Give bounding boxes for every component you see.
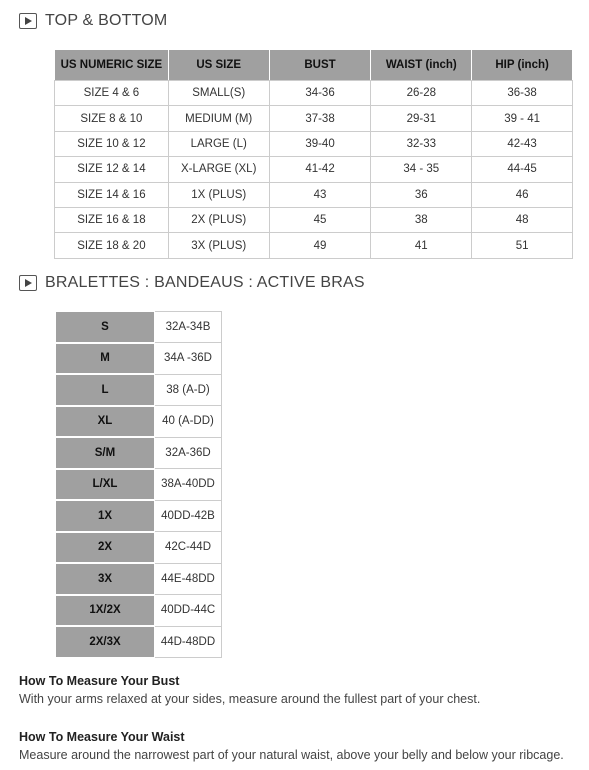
bra-cup-range: 32A-36D bbox=[155, 437, 222, 469]
top-bottom-section-header[interactable] bbox=[19, 10, 167, 32]
column-header-us-numeric-size: US NUMERIC SIZE bbox=[55, 50, 169, 81]
table-header-row bbox=[55, 50, 573, 81]
bra-size-label: L bbox=[56, 374, 155, 406]
table-cell: 41 bbox=[371, 233, 472, 258]
column-header-waist: WAIST (inch) bbox=[371, 50, 472, 81]
table-cell: 46 bbox=[472, 182, 573, 207]
table-cell: SIZE 12 & 14 bbox=[55, 157, 169, 182]
table-cell: 39-40 bbox=[269, 131, 371, 156]
table-cell: 43 bbox=[269, 182, 371, 207]
table-row bbox=[56, 437, 222, 469]
table-cell: 3X (PLUS) bbox=[168, 233, 269, 258]
table-row bbox=[56, 500, 222, 532]
column-header-hip: HIP (inch) bbox=[472, 50, 573, 81]
play-triangle-icon[interactable] bbox=[19, 275, 37, 291]
bralettes-section-header[interactable] bbox=[19, 272, 365, 294]
bra-cup-range: 40DD-42B bbox=[155, 500, 222, 532]
bra-cup-range: 40DD-44C bbox=[155, 595, 222, 627]
table-cell: SIZE 10 & 12 bbox=[55, 131, 169, 156]
bralette-size-table bbox=[55, 311, 222, 659]
bra-cup-range: 38A-40DD bbox=[155, 469, 222, 501]
table-row bbox=[56, 374, 222, 406]
table-cell: 29-31 bbox=[371, 106, 472, 131]
table-cell: SIZE 14 & 16 bbox=[55, 182, 169, 207]
bra-size-label: S/M bbox=[56, 437, 155, 469]
play-triangle-icon[interactable] bbox=[19, 13, 37, 29]
bra-cup-range: 44E-48DD bbox=[155, 563, 222, 595]
table-row bbox=[55, 81, 573, 106]
table-cell: SIZE 18 & 20 bbox=[55, 233, 169, 258]
bra-cup-range: 40 (A-DD) bbox=[155, 406, 222, 438]
table-row bbox=[55, 233, 573, 258]
bra-cup-range: 34A -36D bbox=[155, 343, 222, 375]
table-cell: 36 bbox=[371, 182, 472, 207]
table-cell: SMALL(S) bbox=[168, 81, 269, 106]
table-cell: 51 bbox=[472, 233, 573, 258]
table-row bbox=[55, 131, 573, 156]
table-cell: 42-43 bbox=[472, 131, 573, 156]
table-cell: 49 bbox=[269, 233, 371, 258]
table-cell: 45 bbox=[269, 207, 371, 232]
table-cell: 44-45 bbox=[472, 157, 573, 182]
section-title-bralettes: BRALETTES : BANDEAUS : ACTIVE BRAS bbox=[45, 274, 365, 291]
measure-bust-title: How To Measure Your Bust bbox=[19, 674, 180, 688]
table-row bbox=[55, 157, 573, 182]
table-row bbox=[56, 532, 222, 564]
measure-waist-title: How To Measure Your Waist bbox=[19, 730, 185, 744]
table-cell: 41-42 bbox=[269, 157, 371, 182]
table-row bbox=[55, 182, 573, 207]
table-row bbox=[55, 207, 573, 232]
table-cell: SIZE 8 & 10 bbox=[55, 106, 169, 131]
column-header-us-size: US SIZE bbox=[168, 50, 269, 81]
bra-size-label: M bbox=[56, 343, 155, 375]
bra-cup-range: 38 (A-D) bbox=[155, 374, 222, 406]
table-row bbox=[56, 595, 222, 627]
bra-cup-range: 44D-48DD bbox=[155, 626, 222, 658]
table-cell: 48 bbox=[472, 207, 573, 232]
bra-cup-range: 42C-44D bbox=[155, 532, 222, 564]
table-row bbox=[56, 626, 222, 658]
table-row bbox=[55, 106, 573, 131]
table-cell: 34-36 bbox=[269, 81, 371, 106]
table-row bbox=[56, 563, 222, 595]
table-cell: SIZE 4 & 6 bbox=[55, 81, 169, 106]
bra-cup-range: 32A-34B bbox=[155, 312, 222, 343]
bra-size-label: 1X/2X bbox=[56, 595, 155, 627]
column-header-bust: BUST bbox=[269, 50, 371, 81]
table-cell: MEDIUM (M) bbox=[168, 106, 269, 131]
section-title-top-bottom: TOP & BOTTOM bbox=[45, 12, 168, 29]
bra-size-label: L/XL bbox=[56, 469, 155, 501]
table-row bbox=[56, 406, 222, 438]
table-row bbox=[56, 343, 222, 375]
table-cell: 1X (PLUS) bbox=[168, 182, 269, 207]
bra-size-label: XL bbox=[56, 406, 155, 438]
measure-bust-text: With your arms relaxed at your sides, measure around the fullest part of your chest. bbox=[19, 692, 481, 706]
table-cell: 26-28 bbox=[371, 81, 472, 106]
table-cell: SIZE 16 & 18 bbox=[55, 207, 169, 232]
table-cell: 37-38 bbox=[269, 106, 371, 131]
bra-size-label: 1X bbox=[56, 500, 155, 532]
bra-size-label: S bbox=[56, 312, 155, 343]
table-cell: LARGE (L) bbox=[168, 131, 269, 156]
bra-size-label: 2X/3X bbox=[56, 626, 155, 658]
measure-waist-text: Measure around the narrowest part of your natural waist, above your belly and below your ribcage. bbox=[19, 748, 564, 762]
measure-waist-block bbox=[19, 730, 564, 762]
table-cell: 32-33 bbox=[371, 131, 472, 156]
top-bottom-size-table bbox=[54, 49, 573, 259]
bra-size-label: 2X bbox=[56, 532, 155, 564]
table-cell: 2X (PLUS) bbox=[168, 207, 269, 232]
measure-bust-block bbox=[19, 674, 480, 706]
table-cell: 38 bbox=[371, 207, 472, 232]
table-cell: 36-38 bbox=[472, 81, 573, 106]
table-cell: 39 - 41 bbox=[472, 106, 573, 131]
table-cell: 34 - 35 bbox=[371, 157, 472, 182]
bra-size-label: 3X bbox=[56, 563, 155, 595]
table-row bbox=[56, 469, 222, 501]
table-cell: X-LARGE (XL) bbox=[168, 157, 269, 182]
table-row bbox=[56, 312, 222, 343]
